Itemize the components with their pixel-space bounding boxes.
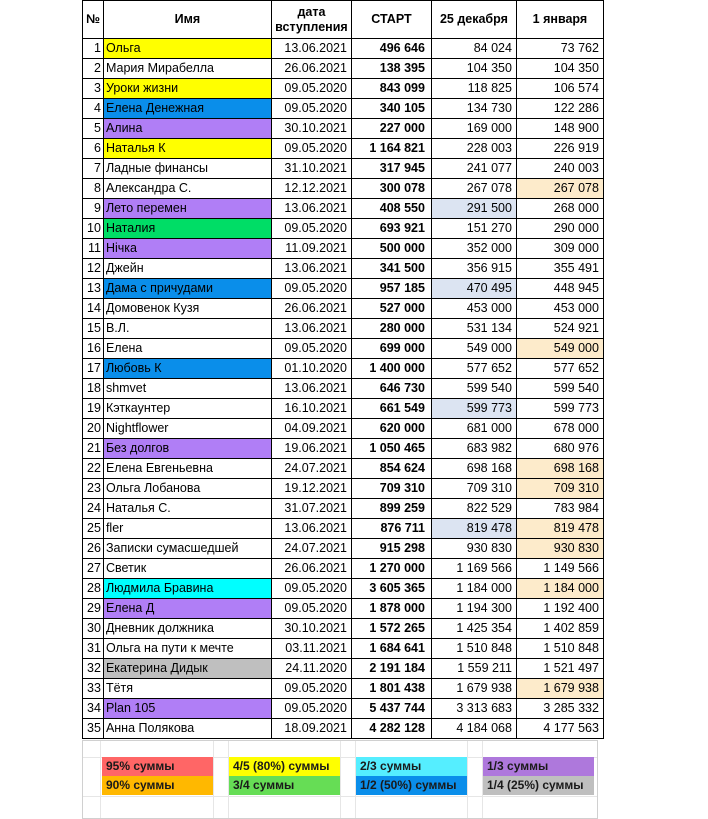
- name-cell[interactable]: Людмила Бравина: [103, 579, 271, 599]
- dec25-amount-cell[interactable]: 453 000: [431, 299, 516, 319]
- join-date-cell[interactable]: 01.10.2020: [271, 359, 351, 379]
- start-amount-cell[interactable]: 693 921: [351, 219, 431, 239]
- grid-line: [100, 741, 101, 818]
- legend-swatch: 3/4 суммы: [229, 776, 340, 795]
- name-cell[interactable]: Наталья С.: [103, 499, 271, 519]
- header-name[interactable]: Имя: [103, 1, 271, 39]
- name-cell[interactable]: Мария Мирабелла: [103, 59, 271, 79]
- header-dec25[interactable]: 25 декабря: [431, 1, 516, 39]
- start-amount-cell[interactable]: 5 437 744: [351, 699, 431, 719]
- dec25-amount-cell[interactable]: 1 169 566: [431, 559, 516, 579]
- start-amount-cell[interactable]: 1 164 821: [351, 139, 431, 159]
- header-date[interactable]: [271, 1, 351, 39]
- name-cell[interactable]: Ольга Лобанова: [103, 479, 271, 499]
- name-cell[interactable]: Дневник должника: [103, 619, 271, 639]
- name-cell[interactable]: Светик: [103, 559, 271, 579]
- jan1-amount-cell[interactable]: 3 285 332: [516, 699, 603, 719]
- grid-line: [83, 796, 597, 797]
- dec25-amount-cell[interactable]: 151 270: [431, 219, 516, 239]
- name-cell[interactable]: В.Л.: [103, 319, 271, 339]
- join-date-cell[interactable]: 13.06.2021: [271, 519, 351, 539]
- jan1-amount-cell[interactable]: 104 350: [516, 59, 603, 79]
- start-amount-cell[interactable]: 280 000: [351, 319, 431, 339]
- start-amount-cell[interactable]: 915 298: [351, 539, 431, 559]
- start-amount-cell[interactable]: 699 000: [351, 339, 431, 359]
- start-amount-cell[interactable]: 4 282 128: [351, 719, 431, 739]
- table-row: [83, 699, 604, 719]
- table-row: [83, 319, 604, 339]
- jan1-amount-cell[interactable]: 709 310: [516, 479, 603, 499]
- join-date-cell[interactable]: 31.10.2021: [271, 159, 351, 179]
- table-row: [83, 119, 604, 139]
- name-cell[interactable]: Наталия: [103, 219, 271, 239]
- join-date-cell[interactable]: 09.05.2020: [271, 219, 351, 239]
- join-date-cell[interactable]: 30.10.2021: [271, 119, 351, 139]
- row-number-cell[interactable]: 24: [83, 499, 104, 519]
- row-number-cell[interactable]: 23: [83, 479, 104, 499]
- name-cell[interactable]: Plan 105: [103, 699, 271, 719]
- table-row: [83, 639, 604, 659]
- start-amount-cell[interactable]: 138 395: [351, 59, 431, 79]
- join-date-cell[interactable]: 12.12.2021: [271, 179, 351, 199]
- join-date-cell[interactable]: 19.12.2021: [271, 479, 351, 499]
- color-legend: [82, 740, 598, 819]
- row-number-cell[interactable]: 15: [83, 319, 104, 339]
- start-amount-cell[interactable]: 957 185: [351, 279, 431, 299]
- start-amount-cell[interactable]: 500 000: [351, 239, 431, 259]
- table-row: [83, 499, 604, 519]
- jan1-amount-cell[interactable]: 448 945: [516, 279, 603, 299]
- jan1-amount-cell[interactable]: 577 652: [516, 359, 603, 379]
- name-cell[interactable]: Без долгов: [103, 439, 271, 459]
- dec25-amount-cell[interactable]: 3 313 683: [431, 699, 516, 719]
- start-amount-cell[interactable]: 1 572 265: [351, 619, 431, 639]
- table-row: [83, 199, 604, 219]
- row-number-cell[interactable]: 3: [83, 79, 104, 99]
- name-cell[interactable]: Александра С.: [103, 179, 271, 199]
- start-amount-cell[interactable]: 620 000: [351, 419, 431, 439]
- join-date-cell[interactable]: 09.05.2020: [271, 139, 351, 159]
- table-row: [83, 219, 604, 239]
- jan1-amount-cell[interactable]: 783 984: [516, 499, 603, 519]
- dec25-amount-cell[interactable]: 549 000: [431, 339, 516, 359]
- dec25-amount-cell[interactable]: 709 310: [431, 479, 516, 499]
- dec25-amount-cell[interactable]: 577 652: [431, 359, 516, 379]
- join-date-cell[interactable]: 11.09.2021: [271, 239, 351, 259]
- dec25-amount-cell[interactable]: 1 679 938: [431, 679, 516, 699]
- table-row: [83, 59, 604, 79]
- jan1-amount-cell[interactable]: 819 478: [516, 519, 603, 539]
- table-row: [83, 519, 604, 539]
- join-date-cell[interactable]: 26.06.2021: [271, 559, 351, 579]
- jan1-amount-cell[interactable]: 549 000: [516, 339, 603, 359]
- dec25-amount-cell[interactable]: 470 495: [431, 279, 516, 299]
- join-date-cell[interactable]: 09.05.2020: [271, 339, 351, 359]
- row-number-cell[interactable]: 2: [83, 59, 104, 79]
- name-cell[interactable]: Лето перемен: [103, 199, 271, 219]
- join-date-cell[interactable]: 04.09.2021: [271, 419, 351, 439]
- join-date-cell[interactable]: 24.11.2020: [271, 659, 351, 679]
- jan1-amount-cell[interactable]: 106 574: [516, 79, 603, 99]
- join-date-cell[interactable]: 16.10.2021: [271, 399, 351, 419]
- jan1-amount-cell[interactable]: 524 921: [516, 319, 603, 339]
- dec25-amount-cell[interactable]: 1 425 354: [431, 619, 516, 639]
- name-cell[interactable]: Ладные финансы: [103, 159, 271, 179]
- header-date-line2: вступления: [275, 19, 348, 34]
- join-date-cell[interactable]: 09.05.2020: [271, 99, 351, 119]
- row-number-cell[interactable]: 5: [83, 119, 104, 139]
- table-row: [83, 379, 604, 399]
- jan1-amount-cell[interactable]: 599 773: [516, 399, 603, 419]
- name-cell[interactable]: Елена Евгеньевна: [103, 459, 271, 479]
- name-cell[interactable]: Елена Денежная: [103, 99, 271, 119]
- start-amount-cell[interactable]: 496 646: [351, 39, 431, 59]
- start-amount-cell[interactable]: 1 270 000: [351, 559, 431, 579]
- start-amount-cell[interactable]: 1 050 465: [351, 439, 431, 459]
- row-number-cell[interactable]: 35: [83, 719, 104, 739]
- name-cell[interactable]: Домовенок Кузя: [103, 299, 271, 319]
- header-jan1[interactable]: 1 января: [516, 1, 603, 39]
- grid-line: [467, 741, 468, 818]
- dec25-amount-cell[interactable]: 822 529: [431, 499, 516, 519]
- row-number-cell[interactable]: 29: [83, 599, 104, 619]
- row-number-cell[interactable]: 30: [83, 619, 104, 639]
- table-row: [83, 719, 604, 739]
- table-row: [83, 679, 604, 699]
- dec25-amount-cell[interactable]: 84 024: [431, 39, 516, 59]
- start-amount-cell[interactable]: 317 945: [351, 159, 431, 179]
- start-amount-cell[interactable]: 408 550: [351, 199, 431, 219]
- dec25-amount-cell[interactable]: 241 077: [431, 159, 516, 179]
- start-amount-cell[interactable]: 646 730: [351, 379, 431, 399]
- dec25-amount-cell[interactable]: 599 773: [431, 399, 516, 419]
- name-cell[interactable]: Наталья К: [103, 139, 271, 159]
- jan1-amount-cell[interactable]: 290 000: [516, 219, 603, 239]
- table-row: [83, 619, 604, 639]
- jan1-amount-cell[interactable]: 1 184 000: [516, 579, 603, 599]
- jan1-amount-cell[interactable]: 1 510 848: [516, 639, 603, 659]
- join-date-cell[interactable]: 09.05.2020: [271, 579, 351, 599]
- join-date-cell[interactable]: 13.06.2021: [271, 319, 351, 339]
- table-row: [83, 239, 604, 259]
- spreadsheet: [82, 0, 604, 739]
- dec25-amount-cell[interactable]: 681 000: [431, 419, 516, 439]
- legend-swatch: 4/5 (80%) суммы: [229, 757, 340, 776]
- row-number-cell[interactable]: 4: [83, 99, 104, 119]
- start-amount-cell[interactable]: 527 000: [351, 299, 431, 319]
- table-row: [83, 259, 604, 279]
- jan1-amount-cell[interactable]: 240 003: [516, 159, 603, 179]
- name-cell[interactable]: Алина: [103, 119, 271, 139]
- dec25-amount-cell[interactable]: 356 915: [431, 259, 516, 279]
- table-row: [83, 659, 604, 679]
- join-date-cell[interactable]: 09.05.2020: [271, 599, 351, 619]
- start-amount-cell[interactable]: 227 000: [351, 119, 431, 139]
- start-amount-cell[interactable]: 1 878 000: [351, 599, 431, 619]
- dec25-amount-cell[interactable]: 291 500: [431, 199, 516, 219]
- start-amount-cell[interactable]: 1 801 438: [351, 679, 431, 699]
- start-amount-cell[interactable]: 854 624: [351, 459, 431, 479]
- legend-swatch: 2/3 суммы: [356, 757, 467, 776]
- name-cell[interactable]: Nightflower: [103, 419, 271, 439]
- row-number-cell[interactable]: 17: [83, 359, 104, 379]
- legend-swatch: 1/3 суммы: [483, 757, 594, 776]
- start-amount-cell[interactable]: 3 605 365: [351, 579, 431, 599]
- jan1-amount-cell[interactable]: 268 000: [516, 199, 603, 219]
- table-row: [83, 419, 604, 439]
- header-date-line1: дата: [297, 4, 326, 19]
- jan1-amount-cell[interactable]: 1 402 859: [516, 619, 603, 639]
- table-row: [83, 39, 604, 59]
- dec25-amount-cell[interactable]: 118 825: [431, 79, 516, 99]
- row-number-cell[interactable]: 7: [83, 159, 104, 179]
- join-date-cell[interactable]: 31.07.2021: [271, 499, 351, 519]
- table-row: [83, 479, 604, 499]
- join-date-cell[interactable]: 13.06.2021: [271, 39, 351, 59]
- dec25-amount-cell[interactable]: 1 510 848: [431, 639, 516, 659]
- start-amount-cell[interactable]: 661 549: [351, 399, 431, 419]
- table-row: [83, 279, 604, 299]
- join-date-cell[interactable]: 26.06.2021: [271, 299, 351, 319]
- table-row: [83, 599, 604, 619]
- start-amount-cell[interactable]: 300 078: [351, 179, 431, 199]
- row-number-cell[interactable]: 14: [83, 299, 104, 319]
- row-number-cell[interactable]: 33: [83, 679, 104, 699]
- jan1-amount-cell[interactable]: 1 679 938: [516, 679, 603, 699]
- table-row: [83, 579, 604, 599]
- table-row: [83, 99, 604, 119]
- table-row: [83, 139, 604, 159]
- jan1-amount-cell[interactable]: 678 000: [516, 419, 603, 439]
- dec25-amount-cell[interactable]: 352 000: [431, 239, 516, 259]
- row-number-cell[interactable]: 6: [83, 139, 104, 159]
- header-num[interactable]: №: [83, 1, 104, 39]
- dec25-amount-cell[interactable]: 531 134: [431, 319, 516, 339]
- row-number-cell[interactable]: 1: [83, 39, 104, 59]
- join-date-cell[interactable]: 13.06.2021: [271, 379, 351, 399]
- jan1-amount-cell[interactable]: 1 521 497: [516, 659, 603, 679]
- table-row: [83, 159, 604, 179]
- participants-table: [82, 0, 604, 739]
- jan1-amount-cell[interactable]: 148 900: [516, 119, 603, 139]
- join-date-cell[interactable]: 13.06.2021: [271, 199, 351, 219]
- dec25-amount-cell[interactable]: 599 540: [431, 379, 516, 399]
- legend-swatch: 95% суммы: [102, 757, 213, 776]
- dec25-amount-cell[interactable]: 1 184 000: [431, 579, 516, 599]
- jan1-amount-cell[interactable]: 267 078: [516, 179, 603, 199]
- table-row: [83, 179, 604, 199]
- table-body: [83, 39, 604, 739]
- dec25-amount-cell[interactable]: 104 350: [431, 59, 516, 79]
- row-number-cell[interactable]: 18: [83, 379, 104, 399]
- dec25-amount-cell[interactable]: 1 194 300: [431, 599, 516, 619]
- join-date-cell[interactable]: 09.05.2020: [271, 279, 351, 299]
- join-date-cell[interactable]: 13.06.2021: [271, 259, 351, 279]
- join-date-cell[interactable]: 26.06.2021: [271, 59, 351, 79]
- name-cell[interactable]: Елена: [103, 339, 271, 359]
- start-amount-cell[interactable]: 876 711: [351, 519, 431, 539]
- jan1-amount-cell[interactable]: 930 830: [516, 539, 603, 559]
- jan1-amount-cell[interactable]: 453 000: [516, 299, 603, 319]
- table-row: [83, 79, 604, 99]
- name-cell[interactable]: Елена Д: [103, 599, 271, 619]
- legend-swatch: 90% суммы: [102, 776, 213, 795]
- grid-line: [213, 741, 214, 818]
- name-cell[interactable]: Джейн: [103, 259, 271, 279]
- join-date-cell[interactable]: 09.05.2020: [271, 79, 351, 99]
- dec25-amount-cell[interactable]: 228 003: [431, 139, 516, 159]
- table-row: [83, 359, 604, 379]
- jan1-amount-cell[interactable]: 698 168: [516, 459, 603, 479]
- table-row: [83, 439, 604, 459]
- name-cell[interactable]: Ольга: [103, 39, 271, 59]
- row-number-cell[interactable]: 27: [83, 559, 104, 579]
- row-number-cell[interactable]: 16: [83, 339, 104, 359]
- row-number-cell[interactable]: 28: [83, 579, 104, 599]
- jan1-amount-cell[interactable]: 309 000: [516, 239, 603, 259]
- join-date-cell[interactable]: 30.10.2021: [271, 619, 351, 639]
- table-row: [83, 559, 604, 579]
- row-number-cell[interactable]: 34: [83, 699, 104, 719]
- dec25-amount-cell[interactable]: 1 559 211: [431, 659, 516, 679]
- jan1-amount-cell[interactable]: 73 762: [516, 39, 603, 59]
- grid-line: [340, 741, 341, 818]
- dec25-amount-cell[interactable]: 169 000: [431, 119, 516, 139]
- row-number-cell[interactable]: 9: [83, 199, 104, 219]
- row-number-cell[interactable]: 10: [83, 219, 104, 239]
- start-amount-cell[interactable]: 2 191 184: [351, 659, 431, 679]
- row-number-cell[interactable]: 8: [83, 179, 104, 199]
- row-number-cell[interactable]: 26: [83, 539, 104, 559]
- join-date-cell[interactable]: 03.11.2021: [271, 639, 351, 659]
- table-row: [83, 539, 604, 559]
- name-cell[interactable]: shmvet: [103, 379, 271, 399]
- jan1-amount-cell[interactable]: 355 491: [516, 259, 603, 279]
- legend-swatch: 1/4 (25%) суммы: [483, 776, 594, 795]
- join-date-cell[interactable]: 09.05.2020: [271, 679, 351, 699]
- start-amount-cell[interactable]: 1 684 641: [351, 639, 431, 659]
- jan1-amount-cell[interactable]: 226 919: [516, 139, 603, 159]
- row-number-cell[interactable]: 31: [83, 639, 104, 659]
- name-cell[interactable]: Тётя: [103, 679, 271, 699]
- name-cell[interactable]: Анна Полякова: [103, 719, 271, 739]
- dec25-amount-cell[interactable]: 267 078: [431, 179, 516, 199]
- legend-swatch: 1/2 (50%) суммы: [356, 776, 467, 795]
- row-number-cell[interactable]: 32: [83, 659, 104, 679]
- table-row: [83, 399, 604, 419]
- row-number-cell[interactable]: 12: [83, 259, 104, 279]
- join-date-cell[interactable]: 19.06.2021: [271, 439, 351, 459]
- start-amount-cell[interactable]: 899 259: [351, 499, 431, 519]
- row-number-cell[interactable]: 25: [83, 519, 104, 539]
- jan1-amount-cell[interactable]: 1 192 400: [516, 599, 603, 619]
- table-row: [83, 299, 604, 319]
- jan1-amount-cell[interactable]: 599 540: [516, 379, 603, 399]
- name-cell[interactable]: Уроки жизни: [103, 79, 271, 99]
- start-amount-cell[interactable]: 340 105: [351, 99, 431, 119]
- dec25-amount-cell[interactable]: 930 830: [431, 539, 516, 559]
- jan1-amount-cell[interactable]: 1 149 566: [516, 559, 603, 579]
- join-date-cell[interactable]: 24.07.2021: [271, 539, 351, 559]
- row-number-cell[interactable]: 11: [83, 239, 104, 259]
- name-cell[interactable]: fler: [103, 519, 271, 539]
- start-amount-cell[interactable]: 709 310: [351, 479, 431, 499]
- name-cell[interactable]: Нічка: [103, 239, 271, 259]
- row-number-cell[interactable]: 13: [83, 279, 104, 299]
- start-amount-cell[interactable]: 1 400 000: [351, 359, 431, 379]
- name-cell[interactable]: Екатерина Дидык: [103, 659, 271, 679]
- row-number-cell[interactable]: 19: [83, 399, 104, 419]
- name-cell[interactable]: Записки сумасшедшей: [103, 539, 271, 559]
- row-number-cell[interactable]: 20: [83, 419, 104, 439]
- row-number-cell[interactable]: 22: [83, 459, 104, 479]
- header-start[interactable]: СТАРТ: [351, 1, 431, 39]
- dec25-amount-cell[interactable]: 683 982: [431, 439, 516, 459]
- name-cell[interactable]: Ольга на пути к мечте: [103, 639, 271, 659]
- table-row: [83, 339, 604, 359]
- jan1-amount-cell[interactable]: 122 286: [516, 99, 603, 119]
- join-date-cell[interactable]: 24.07.2021: [271, 459, 351, 479]
- dec25-amount-cell[interactable]: 819 478: [431, 519, 516, 539]
- name-cell[interactable]: Кэткаунтер: [103, 399, 271, 419]
- start-amount-cell[interactable]: 341 500: [351, 259, 431, 279]
- dec25-amount-cell[interactable]: 4 184 068: [431, 719, 516, 739]
- jan1-amount-cell[interactable]: 4 177 563: [516, 719, 603, 739]
- name-cell[interactable]: Дама с причудами: [103, 279, 271, 299]
- row-number-cell[interactable]: 21: [83, 439, 104, 459]
- name-cell[interactable]: Любовь К: [103, 359, 271, 379]
- table-row: [83, 459, 604, 479]
- join-date-cell[interactable]: 09.05.2020: [271, 699, 351, 719]
- dec25-amount-cell[interactable]: 698 168: [431, 459, 516, 479]
- join-date-cell[interactable]: 18.09.2021: [271, 719, 351, 739]
- start-amount-cell[interactable]: 843 099: [351, 79, 431, 99]
- header-row: [83, 1, 604, 39]
- jan1-amount-cell[interactable]: 680 976: [516, 439, 603, 459]
- dec25-amount-cell[interactable]: 134 730: [431, 99, 516, 119]
